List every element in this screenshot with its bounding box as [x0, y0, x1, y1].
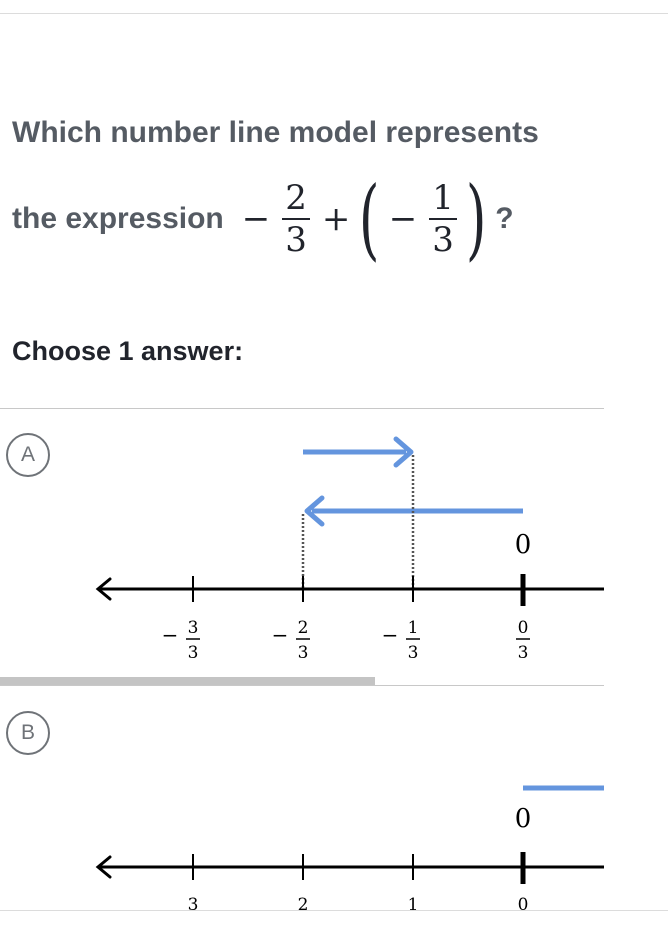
horizontal-scrollbar[interactable]: [0, 677, 375, 685]
choice-a-letter[interactable]: A: [6, 433, 50, 477]
tick-label-0-3: [516, 618, 530, 663]
tick-num: 3: [187, 618, 199, 638]
choice-b-number-line[interactable]: [0, 770, 668, 910]
tick-num: 2: [297, 895, 309, 910]
tick-sign: −: [161, 623, 179, 647]
bottom-divider: [0, 910, 668, 911]
minus-sign: −: [241, 199, 271, 239]
fraction-denominator: 3: [285, 220, 307, 260]
left-paren: (: [359, 167, 380, 270]
fraction-one-third: [429, 178, 457, 260]
tick-sign: −: [271, 623, 289, 647]
question-line-2: [12, 164, 514, 274]
tick-num: 3: [187, 895, 199, 910]
tick-sign: −: [381, 623, 399, 647]
tick-num: 0: [517, 895, 529, 910]
choice-separator: [0, 685, 604, 686]
choice-b-letter[interactable]: B: [6, 711, 50, 755]
tick-den: 3: [187, 643, 199, 663]
question-line-1: Which number line model represents: [12, 116, 539, 149]
tick-den: 3: [407, 643, 419, 663]
tick-num: 1: [407, 895, 419, 910]
fraction-two-thirds: [282, 178, 310, 260]
tick-num: 2: [297, 618, 309, 638]
math-expression: [236, 167, 489, 270]
fraction-numerator: 1: [432, 178, 454, 218]
choice-separator: [0, 408, 604, 409]
plus-sign: +: [321, 199, 351, 239]
zero-label: 0: [514, 804, 532, 834]
question-mark: ?: [495, 202, 514, 235]
tick-label-neg-3-3: [162, 618, 200, 663]
tick-num: 0: [517, 618, 529, 638]
question-prefix: the expression: [12, 202, 224, 235]
minus-sign-2: −: [388, 199, 418, 239]
fraction-numerator: 2: [285, 178, 307, 218]
top-divider: [0, 13, 668, 14]
zero-label: 0: [514, 530, 532, 560]
choose-instruction: Choose 1 answer:: [12, 336, 244, 366]
tick-den: 3: [517, 643, 529, 663]
tick-label-neg-2-3: [272, 618, 310, 663]
right-paren: ): [465, 167, 487, 270]
tick-label-neg-1-3: [382, 618, 420, 663]
tick-num: 1: [407, 618, 419, 638]
fraction-denominator: 3: [432, 220, 454, 260]
tick-den: 3: [297, 643, 309, 663]
choice-a-number-line[interactable]: [0, 410, 668, 680]
